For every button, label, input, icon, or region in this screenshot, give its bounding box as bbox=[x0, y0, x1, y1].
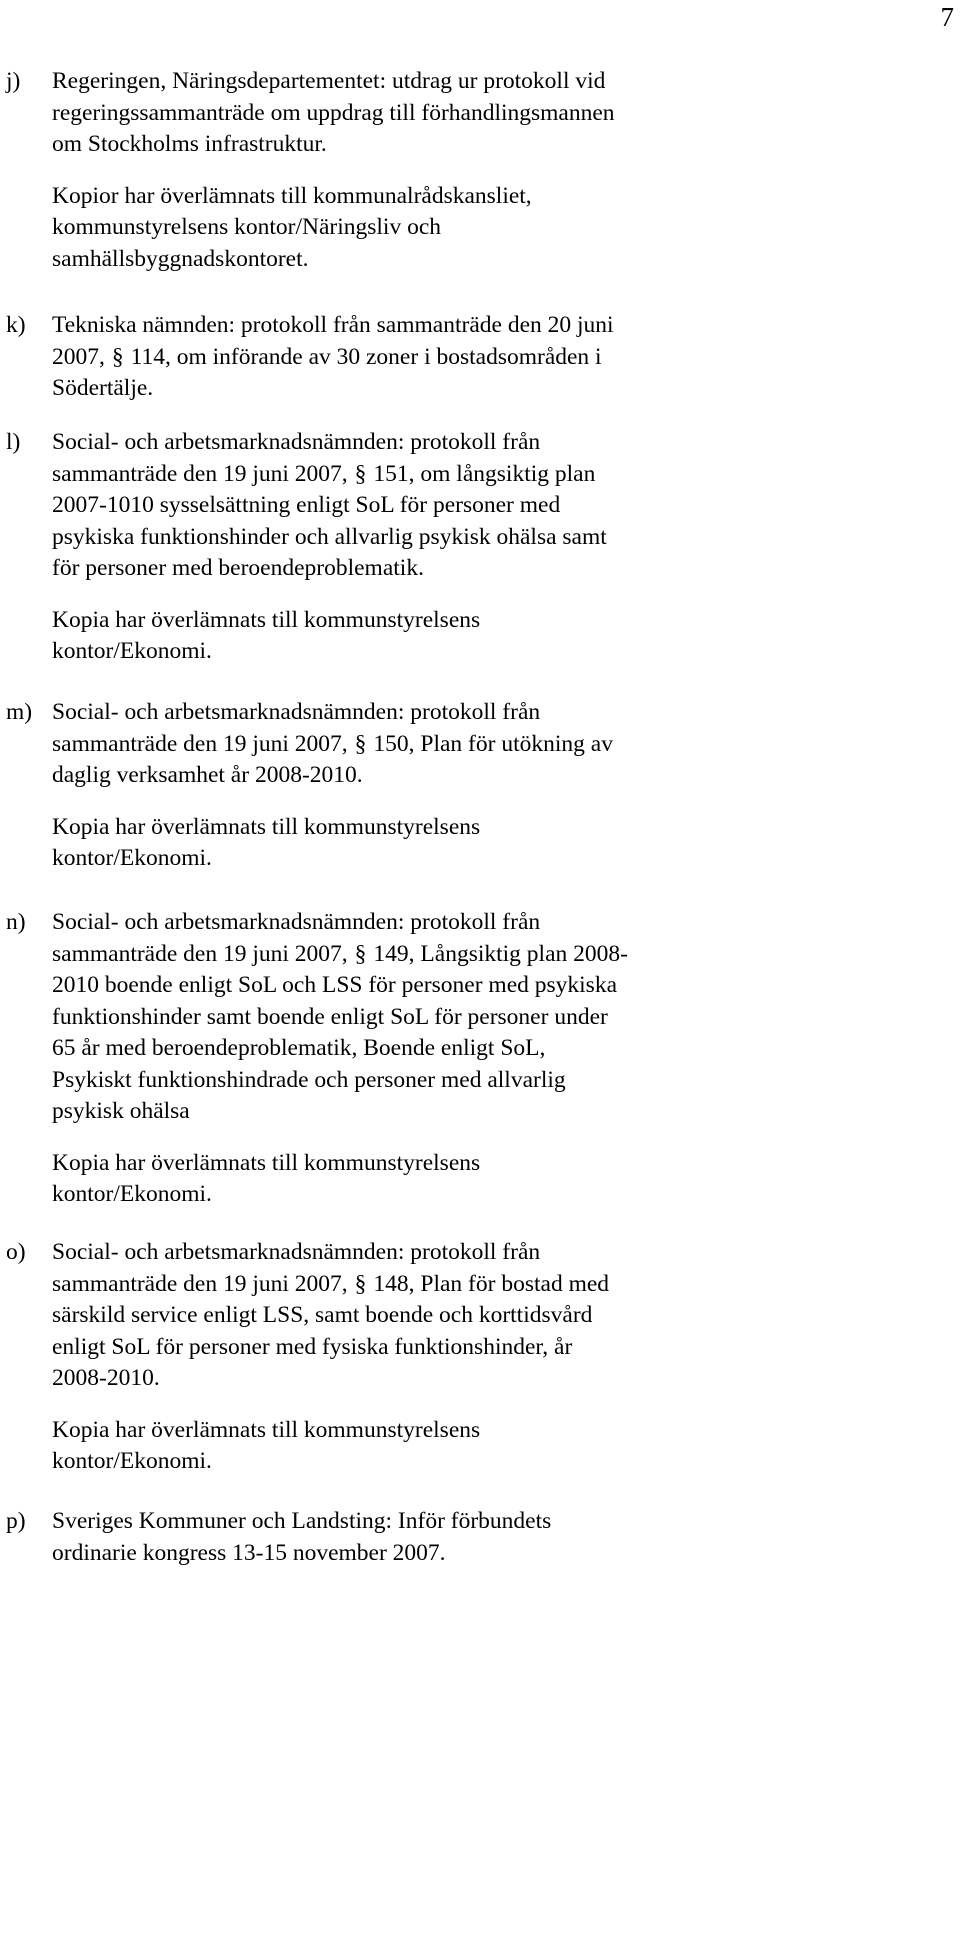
item-text: Tekniska nämnden: protokoll från sammanträde den 20 juni 2007, § 114, om införande av 30 zoner i bostadsområden i Södertälje. bbox=[52, 312, 614, 401]
copy-note: Kopia har överlämnats till kommunstyrelsens kontor/Ekonomi. bbox=[52, 606, 481, 664]
section-mark: § bbox=[354, 730, 367, 757]
section-mark: § bbox=[111, 343, 124, 370]
copy-note: Kopia har överlämnats till kommunstyrelsens kontor/Ekonomi. bbox=[52, 1149, 481, 1207]
item-letter: m) bbox=[6, 699, 33, 725]
list-item-p bbox=[6, 1506, 856, 1569]
item-letter: k) bbox=[6, 312, 26, 338]
item-text: Social- och arbetsmarknadsnämnden: protokoll från sammanträde den 19 juni 2007, § 149, Långsiktig plan 2008- 2010 boende enligt SoL och LSS för personer med psykiska funktionshinder samt boende enligt SoL för personer under 65 år med beroendeproblematik, Boende enligt SoL, Psykiskt funktionshindrade och personer med allvarlig psykisk ohälsa bbox=[52, 909, 628, 1124]
section-mark: § bbox=[354, 940, 367, 967]
copy-note: Kopia har överlämnats till kommunstyrelsens kontor/Ekonomi. bbox=[52, 1416, 481, 1474]
copy-note: Kopia har överlämnats till kommunstyrelsens kontor/Ekonomi. bbox=[52, 813, 481, 871]
list-item-j bbox=[6, 66, 856, 275]
item-text: Regeringen, Näringsdepartementet: utdrag ur protokoll vid regeringssammanträde om uppdrag till förhandlingsmannen om Stockholms infrastruktur. bbox=[52, 68, 615, 157]
section-mark: § bbox=[354, 460, 367, 487]
item-text: Social- och arbetsmarknadsnämnden: protokoll från sammanträde den 19 juni 2007, § 151, om långsiktig plan 2007-1010 sysselsättning enligt SoL för personer med psykiska funktionshinder och allvarlig psykisk ohälsa samt för personer med beroendeproblematik. bbox=[52, 429, 607, 581]
list-item-l bbox=[6, 427, 856, 668]
list-item-o bbox=[6, 1237, 856, 1478]
copy-note: Kopior har överlämnats till kommunalrådskansliet, kommunstyrelsens kontor/Näringsliv och samhällsbyggnadskontoret. bbox=[52, 182, 532, 272]
item-text: Social- och arbetsmarknadsnämnden: protokoll från sammanträde den 19 juni 2007, § 148, Plan för bostad med särskild service enligt LSS, samt boende och korttidsvård enligt SoL för personer med fysiska funktionshinder, år 2008-2010. bbox=[52, 1239, 610, 1391]
item-letter: j) bbox=[6, 68, 21, 94]
item-text: Sveriges Kommuner och Landsting: Inför förbundets ordinarie kongress 13-15 november 2007. bbox=[52, 1508, 552, 1566]
section-mark: § bbox=[354, 1270, 367, 1297]
page-number: 7 bbox=[940, 2, 954, 32]
item-letter: p) bbox=[6, 1508, 26, 1534]
list-item-n bbox=[6, 907, 856, 1211]
item-letter: l) bbox=[6, 429, 21, 455]
item-text: Social- och arbetsmarknadsnämnden: protokoll från sammanträde den 19 juni 2007, § 150, Plan för utökning av daglig verksamhet år 2008-2010. bbox=[52, 699, 613, 788]
item-letter: o) bbox=[6, 1239, 26, 1265]
list-item-k bbox=[6, 310, 856, 405]
list-item-m bbox=[6, 697, 856, 875]
item-letter: n) bbox=[6, 909, 26, 935]
